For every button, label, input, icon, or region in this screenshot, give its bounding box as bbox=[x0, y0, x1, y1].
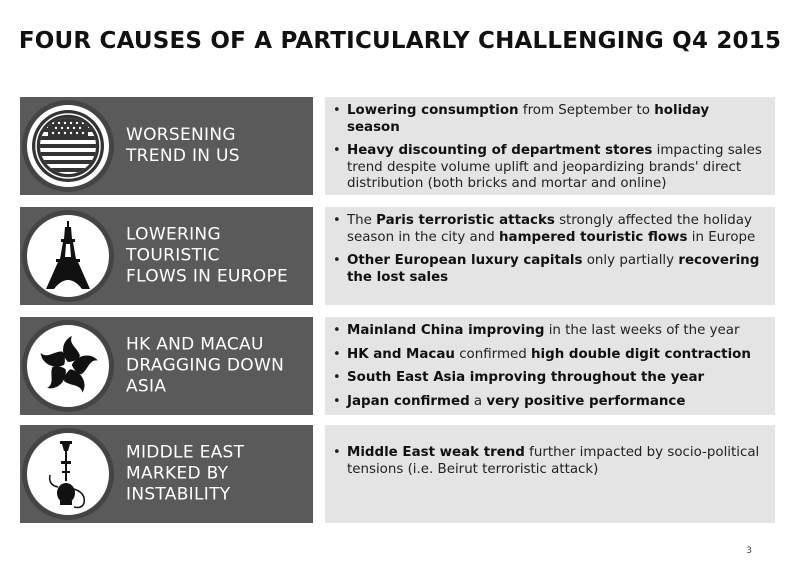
cause-details bbox=[325, 97, 775, 195]
bullet-bold: Other European luxury capitals bbox=[347, 253, 583, 268]
cause-row-asia bbox=[20, 317, 780, 415]
bullet-list bbox=[333, 103, 765, 193]
bullet-bold: Mainland China improving bbox=[347, 323, 545, 338]
cause-details bbox=[325, 317, 775, 415]
cause-label-line: INSTABILITY bbox=[126, 484, 231, 505]
bullet-bold: very positive performance bbox=[486, 393, 686, 409]
bullet-item bbox=[333, 394, 765, 411]
title-middle: OF A PARTICULARLY bbox=[202, 28, 479, 54]
cause-label-line: TOURISTIC bbox=[126, 245, 220, 266]
bullet-text: only partially bbox=[582, 253, 679, 268]
cause-label-line: MIDDLE EAST bbox=[126, 442, 245, 463]
cause-details bbox=[325, 207, 775, 305]
bullet-item bbox=[333, 213, 765, 246]
bullet-item bbox=[333, 143, 765, 193]
cause-medallion bbox=[22, 428, 114, 520]
bauhinia-flower-icon bbox=[33, 331, 103, 401]
bullet-text: confirmed bbox=[454, 346, 531, 362]
bullet-text: in Europe bbox=[687, 229, 756, 245]
bullet-text: in the last weeks of the year bbox=[544, 323, 740, 338]
cause-medallion bbox=[22, 320, 114, 412]
cause-label bbox=[126, 225, 306, 288]
us-flag-medallion-icon bbox=[30, 108, 106, 184]
cause-label bbox=[126, 443, 306, 506]
bullet-bold: Japan confirmed bbox=[347, 393, 470, 409]
title-bold-end: CHALLENGING Q4 2015 bbox=[478, 28, 782, 54]
hookah-icon bbox=[38, 437, 98, 511]
cause-label-line: DRAGGING DOWN bbox=[126, 355, 285, 376]
cause-row-europe bbox=[20, 207, 780, 305]
cause-medallion bbox=[22, 100, 114, 192]
eiffel-tower-icon bbox=[38, 219, 98, 293]
bullet-list bbox=[333, 445, 765, 478]
bullet-text: a bbox=[469, 393, 487, 409]
cause-band bbox=[20, 207, 313, 305]
bullet-bold: holiday season bbox=[347, 103, 710, 135]
bullet-list bbox=[333, 323, 765, 410]
bullet-text: The bbox=[347, 213, 377, 228]
bullet-item bbox=[333, 103, 765, 136]
bullet-bold: hampered touristic flows bbox=[499, 229, 688, 245]
bullet-bold: recovering the lost sales bbox=[347, 253, 760, 285]
cause-label bbox=[126, 335, 306, 398]
cause-band bbox=[20, 317, 313, 415]
bullet-bold: South East Asia improving throughout the year bbox=[347, 370, 705, 385]
bullet-text: strongly affected the holiday season in the city and bbox=[347, 213, 752, 245]
cause-label-line: HK AND MACAU bbox=[126, 334, 264, 355]
bullet-item bbox=[333, 445, 765, 478]
cause-label-line: FLOWS IN EUROPE bbox=[126, 266, 289, 287]
title-bold-start: FOUR CAUSES bbox=[18, 28, 203, 54]
cause-label bbox=[126, 125, 306, 167]
bullet-bold: Heavy discounting of department stores bbox=[347, 143, 653, 158]
cause-row-us bbox=[20, 97, 780, 195]
cause-label-line: ASIA bbox=[126, 376, 167, 397]
bullet-bold: high double digit contraction bbox=[530, 346, 751, 362]
bullet-bold: Middle East weak trend bbox=[347, 445, 525, 460]
bullet-text: further impacted by socio-political tensions (i.e. Beirut terroristic attack) bbox=[347, 445, 760, 477]
cause-band bbox=[20, 425, 313, 523]
cause-label-line: WORSENING bbox=[126, 125, 236, 145]
bullet-list bbox=[333, 213, 765, 286]
cause-medallion bbox=[22, 210, 114, 302]
bullet-bold: HK and Macau bbox=[347, 346, 455, 362]
bullet-text: from September to bbox=[518, 103, 655, 118]
cause-label-line: TREND IN US bbox=[126, 146, 240, 166]
cause-details bbox=[325, 425, 775, 523]
page-number: 3 bbox=[746, 546, 752, 556]
bullet-text: impacting sales trend despite volume uplift and jeopardizing brands' direct distribution (both bricks and mortar and online) bbox=[347, 143, 762, 191]
page-title bbox=[0, 28, 800, 54]
cause-label-line: LOWERING bbox=[126, 224, 221, 245]
bullet-item bbox=[333, 347, 765, 364]
cause-row-middle-east bbox=[20, 425, 780, 523]
cause-band bbox=[20, 97, 313, 195]
bullet-item bbox=[333, 323, 765, 340]
bullet-item bbox=[333, 370, 765, 387]
bullet-item bbox=[333, 253, 765, 286]
cause-label-line: MARKED BY bbox=[126, 463, 229, 484]
bullet-bold: Lowering consumption bbox=[347, 103, 519, 118]
bullet-bold: Paris terroristic attacks bbox=[376, 213, 555, 228]
